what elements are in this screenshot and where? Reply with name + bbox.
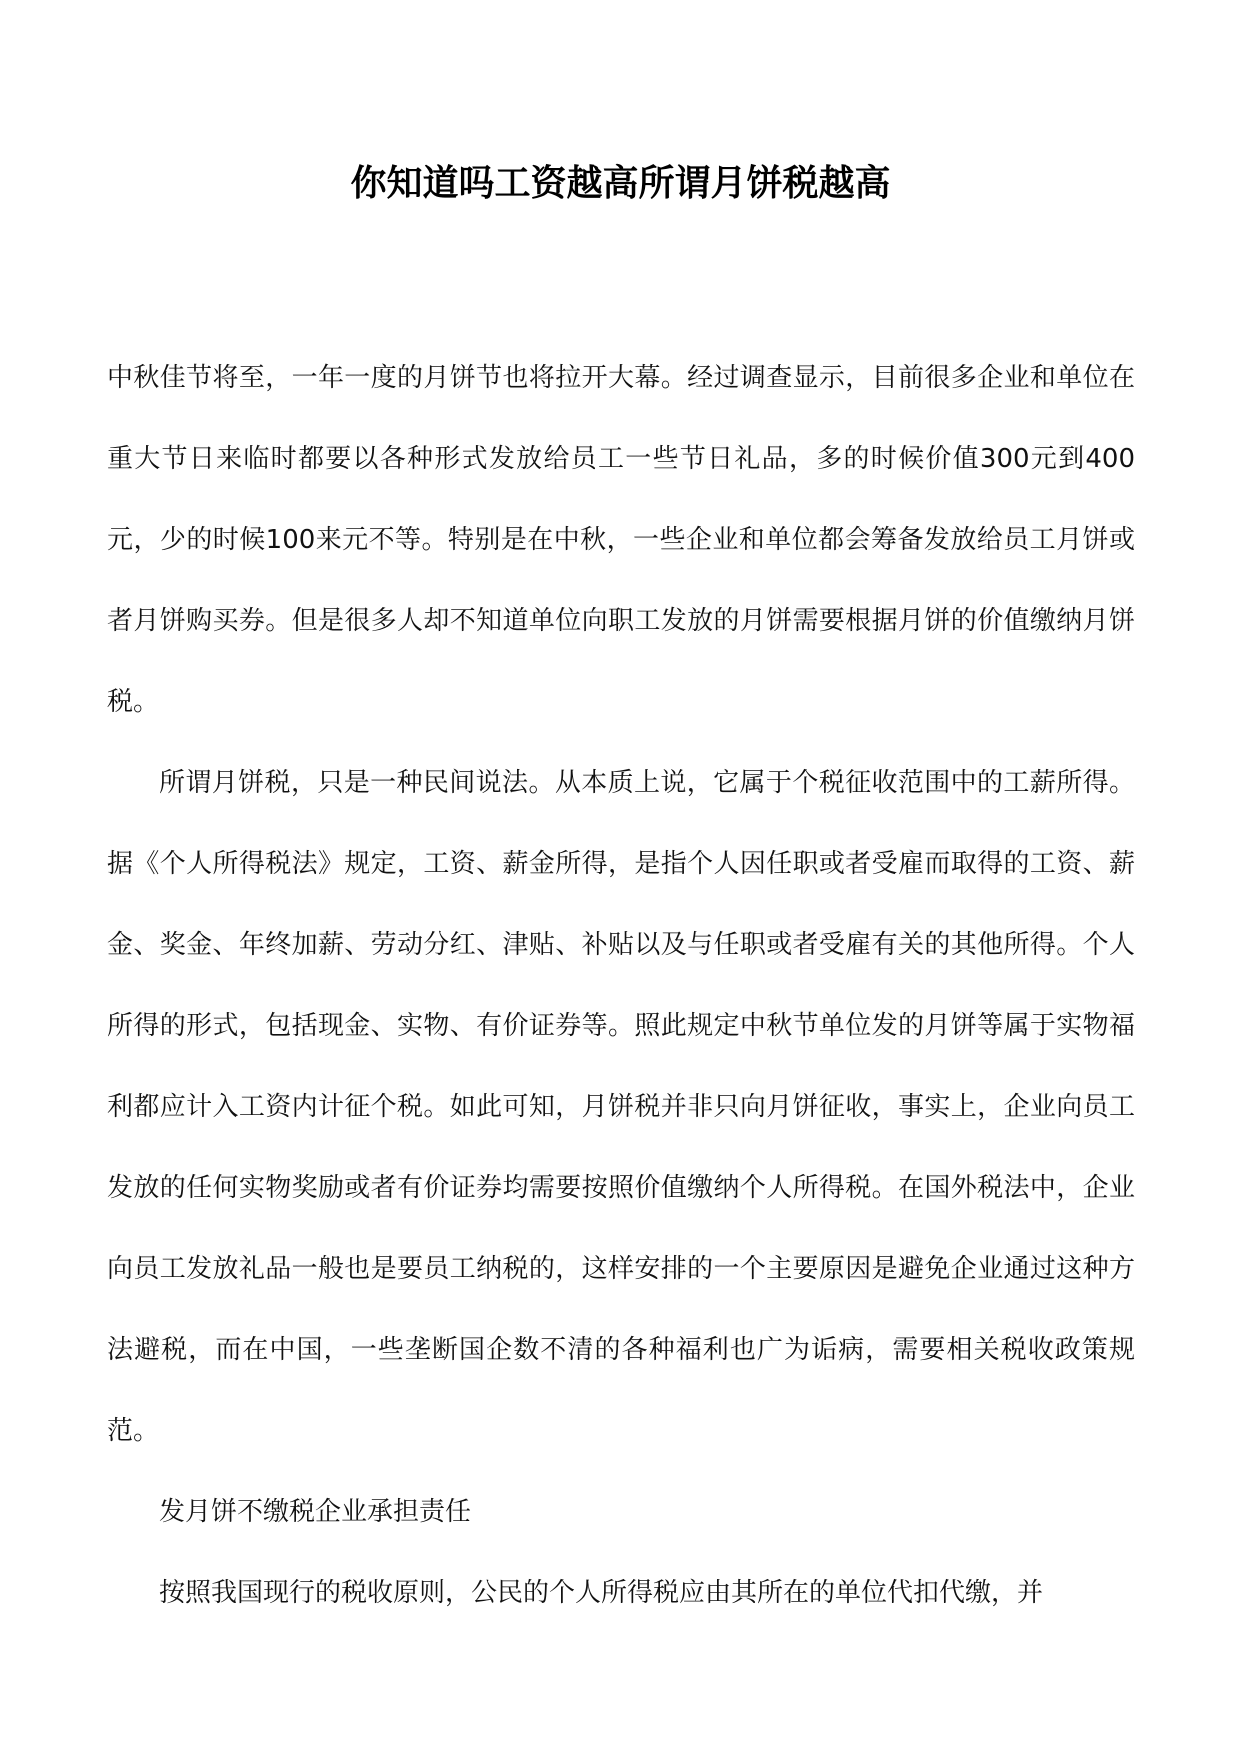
- paragraph-mooncake-tax-definition: 所谓月饼税，只是一种民间说法。从本质上说，它属于个税征收范围中的工薪所得。据《个人所得税法》规定，工资、薪金所得，是指个人因任职或者受雇而取得的工资、薪金、奖金、年终加薪、劳动分红、津贴、补贴以及与任职或者受雇有关的其他所得。个人所得的形式，包括现金、实物、有价证券等。照此规定中秋节单位发的月饼等属于实物福利都应计入工资内计征个税。如此可知，月饼税并非只向月饼征收，事实上，企业向员工发放的任何实物奖励或者有价证券均需要按照价值缴纳个人所得税。在国外税法中，企业向员工发放礼品一般也是要员工纳税的，这样安排的一个主要原因是避免企业通过这种方法避税，而在中国，一些垄断国企数不清的各种福利也广为诟病，需要相关税收政策规范。: [107, 768, 1135, 1446]
- section-heading: 发月饼不缴税企业承担责任: [159, 1497, 472, 1527]
- document-body: [107, 338, 1135, 1634]
- paragraph-withholding: 按照我国现行的税收原则，公民的个人所得税应由其所在的单位代扣代缴，并: [159, 1578, 1044, 1608]
- paragraph-intro: 中秋佳节将至，一年一度的月饼节也将拉开大幕。经过调查显示，目前很多企业和单位在重大节日来临时都要以各种形式发放给员工一些节日礼品，多的时候价值300元到400元，少的时候100来元不等。特别是在中秋，一些企业和单位都会筹备发放给员工月饼或者月饼购买券。但是很多人却不知道单位向职工发放的月饼需要根据月饼的价值缴纳月饼税。: [107, 363, 1135, 717]
- document-title: 你知道吗工资越高所谓月饼税越高: [350, 162, 891, 204]
